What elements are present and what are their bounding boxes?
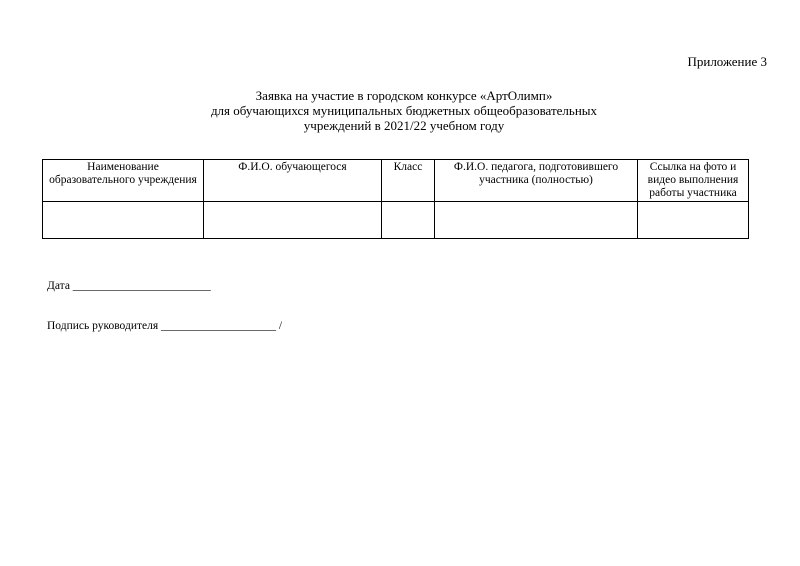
signature-field [47,319,282,333]
title-line: Заявка на участие в городском конкурсе «АртОлимп» [255,88,553,103]
table-cell-grade [382,202,435,239]
title-line: для обучающихся муниципальных бюджетных общеобразовательных [210,103,598,118]
table-cell-teacher-name [435,202,638,239]
table-cell-institution [43,202,204,239]
date-field [47,279,211,293]
table-row [43,202,749,239]
signature-blank: ____________________ [161,320,277,332]
table-cell-student-name [204,202,382,239]
date-label: Дата [47,280,70,292]
column-header-teacher-name: Ф.И.О. педагога, подготовившего участника (полностью) [435,160,638,202]
column-header-institution: Наименование образовательного учреждения [43,160,204,202]
application-table [42,159,749,239]
date-blank: ________________________ [72,280,211,292]
document-title [0,88,800,133]
column-header-student-name: Ф.И.О. обучающегося [204,160,382,202]
column-header-media-link: Ссылка на фото и видео выполнения работы участника [638,160,749,202]
signature-label: Подпись руководителя [47,320,159,332]
appendix-label: Приложение 3 [687,54,767,69]
title-line: учреждений в 2021/22 учебном году [303,118,505,133]
table-header-row [43,160,749,202]
column-header-grade: Класс [382,160,435,202]
table-cell-media-link [638,202,749,239]
signature-suffix: / [278,320,283,332]
